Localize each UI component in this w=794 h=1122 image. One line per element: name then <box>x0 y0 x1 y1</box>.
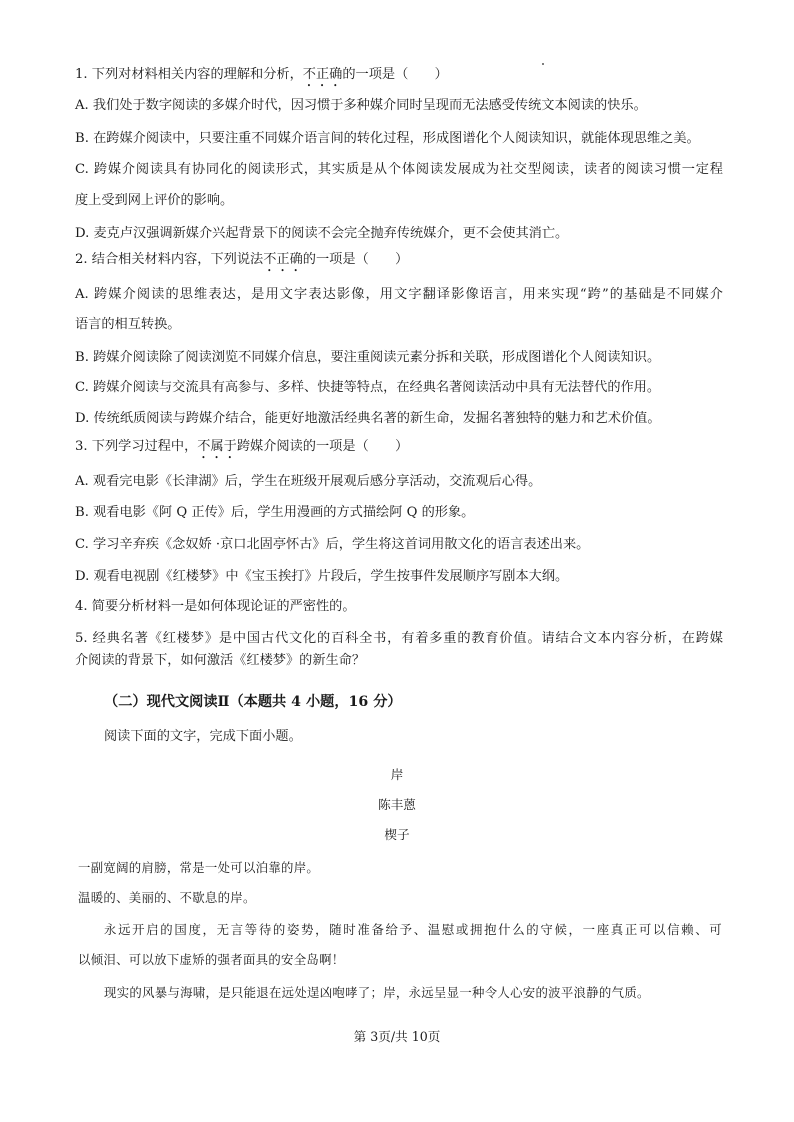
q3-option-d: D. 观看电视剧《红楼梦》中《宝玉挨打》片段后，学生按事件发展顺序写剧本大纲。 <box>75 569 569 584</box>
passage-paragraph-1: 一副宽阔的肩膀，常是一处可以泊靠的岸。 <box>78 860 320 875</box>
q2-option-d: D. 传统纸质阅读与跨媒介结合，能更好地激活经典名著的新生命，发掘名著独特的魅力和艺术价值。 <box>75 411 661 426</box>
q1-option-c-line2: 度上受到网上评价的影响。 <box>75 193 234 208</box>
q3-option-a: A. 观看完电影《长津湖》后，学生在班级开展观后感分享活动，交流观后心得。 <box>75 474 542 489</box>
q1-option-a: A. 我们处于数字阅读的多媒介时代，因习惯于多种媒介同时呈现而无法感受传统文本阅读的快乐。 <box>75 98 647 113</box>
stray-mark <box>542 63 544 65</box>
passage-subtitle: 楔子 <box>384 827 410 842</box>
passage-title: 岸 <box>390 767 404 782</box>
passage-paragraph-3-line1: 永远开启的国度，无言等待的姿势，随时准备给予、温慰或拥抱什么的守候，一座真正可以信赖、可 <box>104 922 722 937</box>
q1-option-d: D. 麦克卢汉强调新媒介兴起背景下的阅读不会完全抛弃传统媒介，更不会使其消亡。 <box>75 226 569 241</box>
q2-option-a-line2: 语言的相互转换。 <box>75 317 181 332</box>
passage-author: 陈丰蒽 <box>378 797 416 812</box>
question-3-stem: 3. 下列学习过程中，不属于跨媒介阅读的一项是（ ） <box>75 439 409 454</box>
q2-option-a-line1: A. 跨媒介阅读的思维表达，是用文字表达影像，用文字翻译影像语言，用来实现“跨”的基础是不同媒介 <box>75 287 723 302</box>
q2-option-c: C. 跨媒介阅读与交流具有高参与、多样、快捷等特点，在经典名著阅读活动中具有无法替代的作用。 <box>75 380 661 395</box>
q2-option-b: B. 跨媒介阅读除了阅读浏览不同媒介信息，要注重阅读元素分拆和关联，形成图谱化个人阅读知识。 <box>75 350 661 365</box>
section-heading: （二）现代文阅读Ⅱ（本题共 4 小题，16 分） <box>104 694 402 710</box>
passage-paragraph-4: 现实的风暴与海啸，是只能退在远处逞凶咆哮了；岸，永远呈显一种令人心安的波平浪静的气质。 <box>104 985 650 1000</box>
question-5-line2: 介阅读的背景下，如何激活《红楼梦》的新生命？ <box>75 653 366 668</box>
question-2-stem: 2. 结合相关材料内容，下列说法不正确的一项是（ ） <box>75 252 409 267</box>
section-instruction: 阅读下面的文字，完成下面小题。 <box>104 729 302 744</box>
emphasis-text: 不属于 <box>197 439 237 454</box>
page-footer: 第 3页/共 10页 <box>353 1029 441 1044</box>
passage-paragraph-3-line2: 以倾泪、可以放下虚矫的强者面具的安全岛啊！ <box>78 952 345 967</box>
question-5-line1: 5. 经典名著《红楼梦》是中国古代文化的百科全书，有着多重的教育价值。请结合文本内容分析，在跨媒 <box>75 631 723 646</box>
q1-option-b: B. 在跨媒介阅读中，只要注重不同媒介语言间的转化过程，形成图谱化个人阅读知识，就能体现思维之美。 <box>75 131 700 146</box>
q1-option-c-line1: C. 跨媒介阅读具有协同化的阅读形式，其实质是从个体阅读发展成为社交型阅读，读者的阅读习惯一定程 <box>75 162 723 177</box>
question-4: 4. 简要分析材料一是如何体现论证的严密性的。 <box>75 599 356 614</box>
question-1-stem: 1. 下列对材料相关内容的理解和分析，不正确的一项是（ ） <box>75 67 448 82</box>
emphasis-text: 不正确 <box>302 67 343 82</box>
q3-option-b: B. 观看电影《阿 Q 正传》后，学生用漫画的方式描绘阿 Q 的形象。 <box>75 505 475 520</box>
passage-paragraph-2: 温暖的、美丽的、不歇息的岸。 <box>78 890 256 905</box>
q3-option-c: C. 学习辛弃疾《念奴娇 ·京口北固亭怀古》后，学生将这首词用散文化的语言表述出来。 <box>75 537 590 552</box>
emphasis-text: 不正确 <box>263 252 303 267</box>
